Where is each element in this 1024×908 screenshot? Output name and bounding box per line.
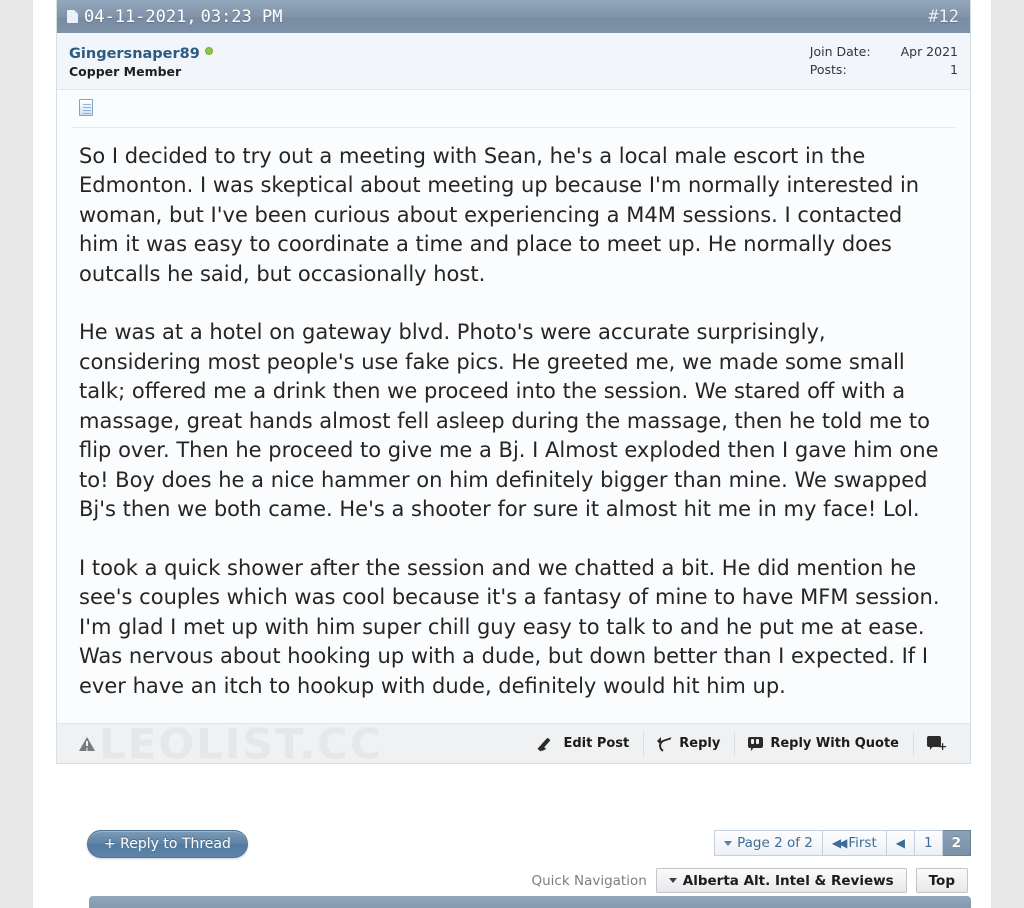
quote-marks (751, 739, 761, 744)
reply-label: Reply (679, 736, 721, 752)
content-column (33, 0, 991, 908)
user-info (69, 43, 213, 80)
page-label: Page 2 of 2 (737, 835, 813, 851)
quick-navigation-label: Quick Navigation (531, 872, 647, 889)
quote-bubble-icon (748, 737, 763, 751)
quick-navigation-row (532, 868, 969, 893)
thread-controls-row (56, 828, 971, 864)
post-header-left (67, 7, 282, 27)
join-date-label: Join Date: (809, 44, 871, 59)
forum-post (56, 0, 971, 764)
pagination (714, 830, 971, 856)
edit-post-label: Edit Post (563, 736, 630, 752)
pencil-icon (541, 736, 556, 751)
join-date-value: Apr 2021 (900, 44, 958, 59)
post-number[interactable]: #12 (928, 6, 959, 27)
chevron-left-icon: ◀ (895, 836, 905, 850)
edit-post-button[interactable] (527, 730, 643, 758)
post-time: 03:23 PM (200, 6, 283, 27)
site-watermark: LEOLIST.CC (99, 723, 383, 764)
quick-navigation-selected: Alberta Alt. Intel & Reviews (682, 872, 894, 889)
reply-arrow-icon (657, 736, 672, 751)
quick-navigation-select[interactable] (656, 868, 907, 893)
posts-label: Posts: (809, 62, 847, 78)
chevron-down-icon (669, 878, 677, 883)
username-link[interactable]: Gingersnaper89 (69, 46, 200, 62)
double-chevron-left-icon: ◀◀ (831, 836, 845, 850)
document-icon (67, 10, 78, 23)
previous-page-button[interactable] (887, 830, 915, 856)
top-button[interactable]: Top (916, 868, 968, 893)
post-date: 04-11-2021, (84, 6, 197, 27)
multiquote-button[interactable] (913, 730, 960, 758)
user-stats (810, 43, 958, 79)
reply-button[interactable] (643, 730, 734, 758)
first-label: First (848, 835, 877, 851)
chevron-down-icon (724, 841, 732, 846)
reply-with-quote-label: Reply With Quote (770, 736, 899, 752)
user-title: Copper Member (69, 64, 182, 80)
post-header-bar (57, 0, 970, 33)
page-2-button[interactable]: 2 (943, 830, 971, 856)
post-paragraph: So I decided to try out a meeting with Sean, he's a local male escort in the Edmonton. I was skeptical about meeting up because I'm normally interested in woman, but I've been curious about experiencing a M4M sessions. I contacted him it was easy to coordinate a time and place to meet up. He normally does outcalls he said, but occasionally host. (79, 143, 920, 286)
reply-with-quote-button[interactable] (734, 730, 913, 758)
post-icon-row (57, 90, 970, 127)
first-page-button[interactable] (823, 830, 887, 856)
post-document-icon (79, 99, 93, 116)
posts-value: 1 (950, 62, 958, 78)
multiquote-icon: + (927, 736, 946, 751)
reply-to-thread-button[interactable]: + Reply to Thread (87, 830, 248, 858)
username-row (69, 43, 213, 63)
post-paragraph: I took a quick shower after the session and we chatted a bit. He did mention he see's couples which was cool because it's a fantasy of mine to have MFM session. I'm glad I met up with him super chill guy easy to talk to and he put me at ease. Was nervous about hooking up with a dude, but down better than I expected. If I ever have an itch to hookup with dude, definitely would hit him up. (79, 555, 940, 698)
warning-triangle-icon[interactable] (79, 737, 95, 751)
page-jump-dropdown[interactable] (714, 830, 823, 856)
post-paragraph: He was at a hotel on gateway blvd. Photo's were accurate surprisingly, considering most people's use fake pics. He greeted me, we made some small talk; offered me a drink then we proceed into the session. We stared off with a massage, great hands almost fell asleep during the massage, then he told me to flip over. Then he proceed to give me a Bj. I Almost exploded then I gave him one to! Boy does he a nice hammer on him definitely bigger than mine. We swapped Bj's then we both came. He's a shooter for sure it almost hit me in my face! Lol. (79, 320, 939, 522)
post-footer-toolbar (57, 723, 970, 763)
next-panel-header (89, 896, 971, 908)
online-status-icon (205, 47, 213, 55)
post-user-bar (57, 33, 970, 90)
post-message-body (57, 128, 970, 724)
page-1-button[interactable]: 1 (915, 830, 943, 856)
